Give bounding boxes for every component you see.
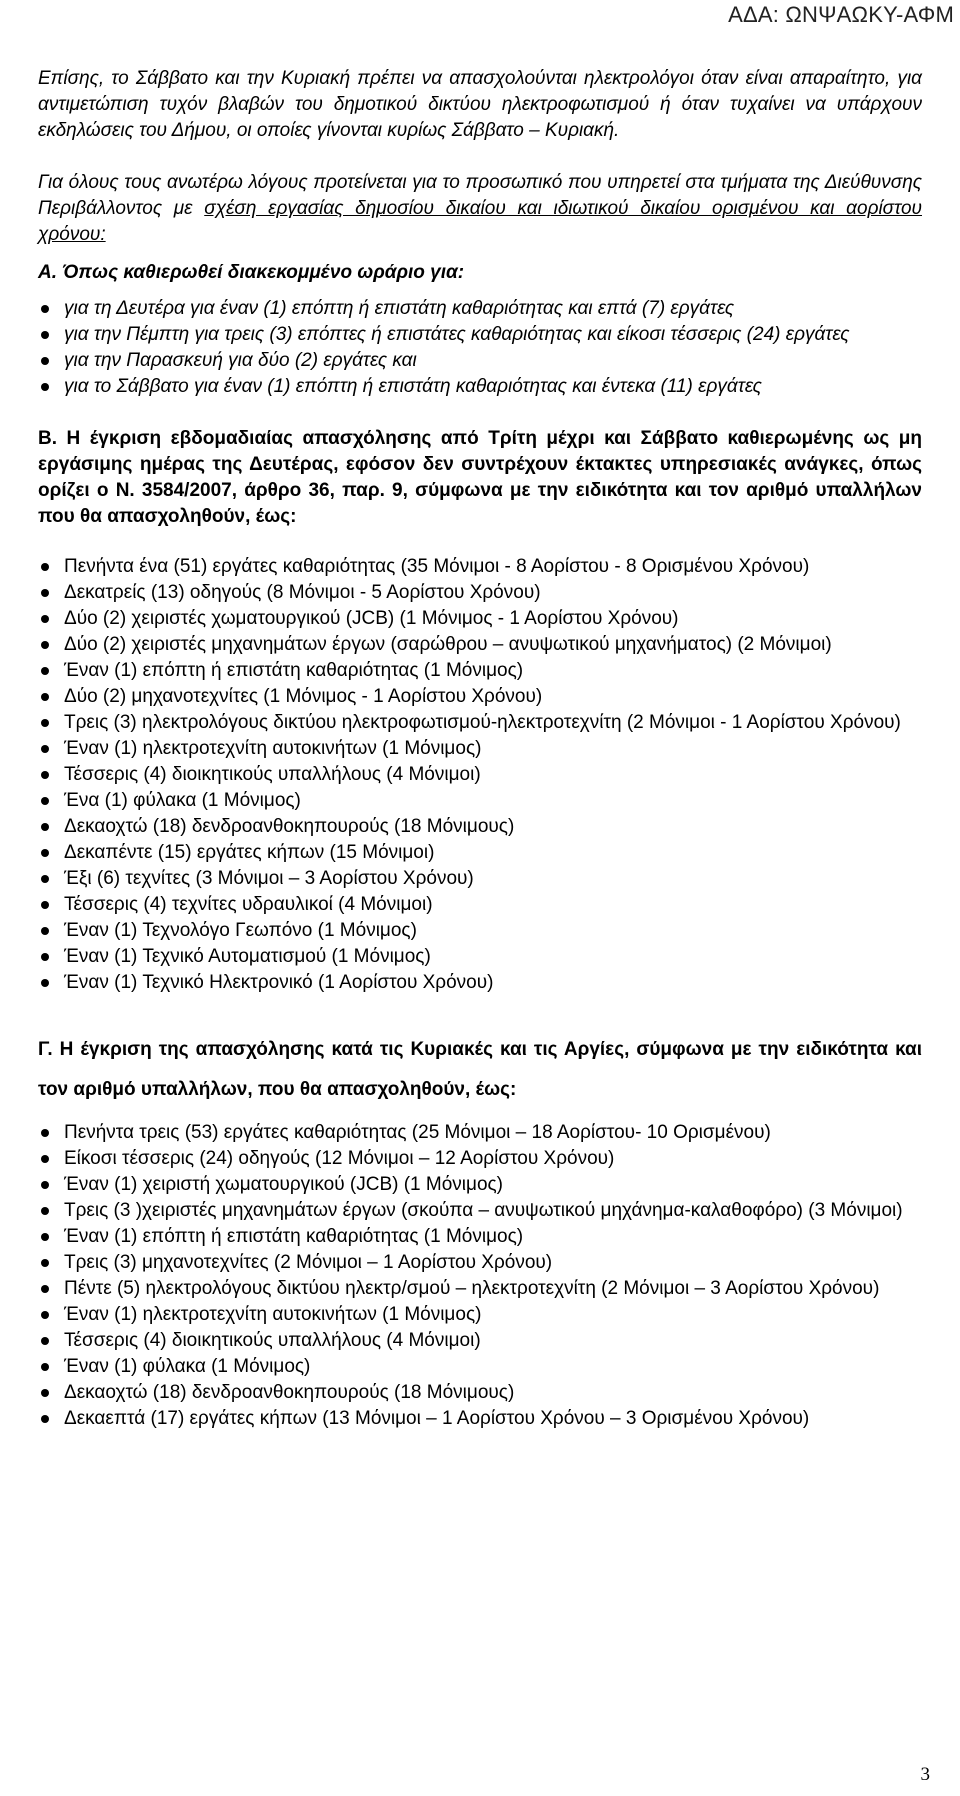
list-item: για το Σάββατο για έναν (1) επόπτη ή επιστάτη καθαριότητας και έντεκα (11) εργάτες — [38, 374, 922, 400]
list-item: Δύο (2) χειριστές χωματουργικού (JCB) (1 Μόνιμος - 1 Αορίστου Χρόνου) — [38, 606, 922, 632]
list-item: Τρεις (3) ηλεκτρολόγους δικτύου ηλεκτροφωτισμού-ηλεκτροτεχνίτη (2 Μόνιμοι - 1 Αορίστου Χρόνου) — [38, 710, 922, 736]
section-a-list — [38, 296, 922, 400]
list-item: Τέσσερις (4) διοικητικούς υπαλλήλους (4 Μόνιμοι) — [38, 762, 922, 788]
list-item: Έναν (1) Τεχνολόγο Γεωπόνο (1 Μόνιμος) — [38, 918, 922, 944]
list-item: Έξι (6) τεχνίτες (3 Μόνιμοι – 3 Αορίστου Χρόνου) — [38, 866, 922, 892]
list-item: Είκοσι τέσσερις (24) οδηγούς (12 Μόνιμοι – 12 Αορίστου Χρόνου) — [38, 1146, 922, 1172]
ada-identifier: ΑΔΑ: ΩΝΨΑΩΚΥ-ΑΦΜ — [728, 2, 954, 27]
list-item: Δεκαοχτώ (18) δενδροανθοκηπουρούς (18 Μόνιμους) — [38, 814, 922, 840]
list-item: Τέσσερις (4) τεχνίτες υδραυλικοί (4 Μόνιμοι) — [38, 892, 922, 918]
list-item: για την Πέμπτη για τρεις (3) επόπτες ή επιστάτες καθαριότητας και είκοσι τέσσερις (24) εργάτες — [38, 322, 922, 348]
list-item: Δύο (2) μηχανοτεχνίτες (1 Μόνιμος - 1 Αορίστου Χρόνου) — [38, 684, 922, 710]
list-item: Ένα (1) φύλακα (1 Μόνιμος) — [38, 788, 922, 814]
section-b-heading: Β. Η έγκριση εβδομαδιαίας απασχόλησης από Τρίτη μέχρι και Σάββατο καθιερωμένης ως μη εργάσιμης ημέρας της Δευτέρας, εφόσον δεν συντρέχουν έκτακτες υπηρεσιακές ανάγκες, όπως ορίζει ο Ν. 3584/2007, άρθρο 36, παρ. 9, σύμφωνα με την ειδικότητα και τον αριθμό υπαλλήλων που θα απασχοληθούν, έως: — [38, 428, 922, 527]
list-item: για τη Δευτέρα για έναν (1) επόπτη ή επιστάτη καθαριότητας και επτά (7) εργάτες — [38, 296, 922, 322]
list-item: Πενήντα τρεις (53) εργάτες καθαριότητας (25 Μόνιμοι – 18 Αορίστου- 10 Ορισμένου) — [38, 1120, 922, 1146]
section-c-heading: Γ. Η έγκριση της απασχόλησης κατά τις Κυριακές και τις Αργίες, σύμφωνα με την ειδικότητα και τον αριθμό υπαλλήλων, που θα απασχοληθούν, έως: — [38, 1039, 922, 1100]
list-item: για την Παρασκευή για δύο (2) εργάτες και — [38, 348, 922, 374]
section-a-heading: Α. Όπως καθιερωθεί διακεκομμένο ωράριο για: — [38, 262, 465, 283]
list-item: Πενήντα ένα (51) εργάτες καθαριότητας (35 Μόνιμοι - 8 Αορίστου - 8 Ορισμένου Χρόνου) — [38, 554, 922, 580]
list-item: Δεκατρείς (13) οδηγούς (8 Μόνιμοι - 5 Αορίστου Χρόνου) — [38, 580, 922, 606]
proposal-text: Για όλους τους ανωτέρω λόγους προτείνεται για το προσωπικό που υπηρετεί στα τμήματα της Διεύθυνσης Περιβάλλοντος με — [38, 172, 922, 219]
list-item: Πέντε (5) ηλεκτρολόγους δικτύου ηλεκτρ/σμού – ηλεκτροτεχνίτη (2 Μόνιμοι – 3 Αορίστου Χρόνου) — [38, 1276, 922, 1302]
section-c-list — [38, 1120, 922, 1432]
list-item: Έναν (1) ηλεκτροτεχνίτη αυτοκινήτων (1 Μόνιμος) — [38, 1302, 922, 1328]
list-item: Τρεις (3 )χειριστές μηχανημάτων έργων (σκούπα – ανυψωτικού μηχάνημα-καλαθοφόρο) (3 Μόνιμοι) — [38, 1198, 922, 1224]
list-item: Έναν (1) επόπτη ή επιστάτη καθαριότητας (1 Μόνιμος) — [38, 658, 922, 684]
list-item: Έναν (1) επόπτη ή επιστάτη καθαριότητας (1 Μόνιμος) — [38, 1224, 922, 1250]
list-item: Τρεις (3) μηχανοτεχνίτες (2 Μόνιμοι – 1 Αορίστου Χρόνου) — [38, 1250, 922, 1276]
paragraph-weekend-electricians: Επίσης, το Σάββατο και την Κυριακή πρέπει να απασχολούνται ηλεκτρολόγοι όταν είναι απαραίτητο, για αντιμετώπιση τυχόν βλαβών του δημοτικού δικτύου ηλεκτροφωτισμού ή όταν τυχαίνει να υπάρχουν εκδηλώσεις του Δήμου, οι οποίες γίνονται κυρίως Σάββατο – Κυριακή. — [38, 68, 922, 141]
list-item: Έναν (1) χειριστή χωματουργικού (JCB) (1 Μόνιμος) — [38, 1172, 922, 1198]
paragraph-proposal — [38, 170, 922, 248]
list-item: Δεκαοχτώ (18) δενδροανθοκηπουρούς (18 Μόνιμους) — [38, 1380, 922, 1406]
list-item: Δύο (2) χειριστές μηχανημάτων έργων (σαρώθρου – ανυψωτικού μηχανήματος) (2 Μόνιμοι) — [38, 632, 922, 658]
list-item: Έναν (1) Τεχνικό Ηλεκτρονικό (1 Αορίστου Χρόνου) — [38, 970, 922, 996]
list-item: Δεκαεπτά (17) εργάτες κήπων (13 Μόνιμοι – 1 Αορίστου Χρόνου – 3 Ορισμένου Χρόνου) — [38, 1406, 922, 1432]
list-item: Έναν (1) Τεχνικό Αυτοματισμού (1 Μόνιμος) — [38, 944, 922, 970]
list-item: Έναν (1) ηλεκτροτεχνίτη αυτοκινήτων (1 Μόνιμος) — [38, 736, 922, 762]
page-number: 3 — [920, 1764, 930, 1785]
list-item: Έναν (1) φύλακα (1 Μόνιμος) — [38, 1354, 922, 1380]
section-b-list — [38, 554, 922, 996]
proposal-underlined-text: σχέση εργασίας δημοσίου δικαίου και ιδιωτικού δικαίου ορισμένου και αορίστου χρόνου: — [38, 198, 922, 245]
list-item: Δεκαπέντε (15) εργάτες κήπων (15 Μόνιμοι) — [38, 840, 922, 866]
document-body — [38, 66, 922, 1432]
list-item: Τέσσερις (4) διοικητικούς υπαλλήλους (4 Μόνιμοι) — [38, 1328, 922, 1354]
